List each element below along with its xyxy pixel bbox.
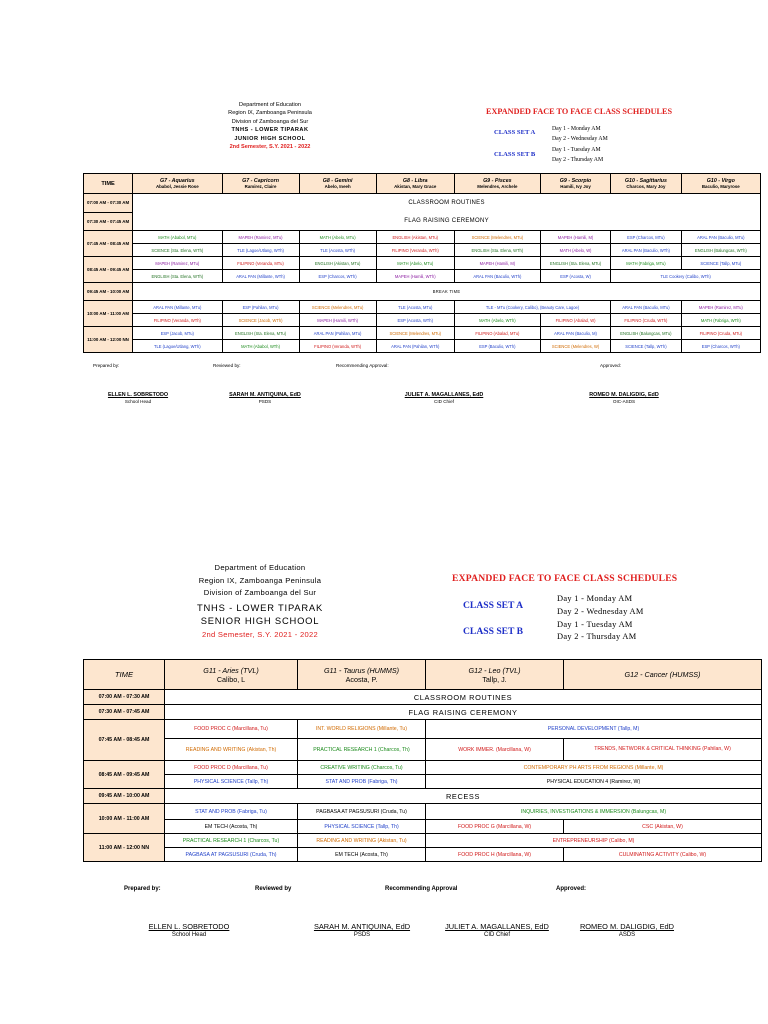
- table-row: [84, 257, 761, 270]
- class-cell: SCIENCE (Melendres, MTu): [299, 301, 376, 314]
- class-cell: PAGBASA AT PAGSUSURI (Cruda, Th): [165, 848, 298, 862]
- region-name: Region IX, Zamboanga Peninsula: [198, 575, 322, 585]
- signatory-role: CID Chief: [434, 399, 454, 404]
- time-header: TIME: [84, 174, 133, 194]
- section-header: [426, 660, 564, 690]
- class-cell: MAPEH (Hamili, M): [540, 231, 610, 244]
- class-set-days: [557, 593, 644, 644]
- routine-cell: [133, 194, 761, 231]
- class-cell: ESP (Acosta, WTh): [376, 314, 454, 327]
- class-cell: PRACTICAL RESEARCH 1 (Charcos, Th): [298, 739, 426, 761]
- class-set-b-label: CLASS SET B: [494, 151, 536, 158]
- time-slot: 07:45 AM - 08:45 AM: [84, 720, 165, 761]
- day1-set-a: Day 1 - Monday AM: [552, 126, 601, 132]
- class-cell: PRACTICAL RESEARCH 1 (Charcos, Tu): [165, 834, 298, 848]
- time-slot: 07:00 AM - 07:30 AM: [84, 690, 165, 705]
- table-row: [84, 270, 761, 283]
- class-cell: ENTREPRENEURSHIP (Calibo, M): [426, 834, 762, 848]
- class-cell: PHYSICAL SCIENCE (Tallp, Th): [165, 775, 298, 789]
- signatory-name: SARAH M. ANTIQUINA, EdD: [229, 392, 301, 398]
- class-cell: MAPEH (Hamili, WTh): [299, 314, 376, 327]
- signatory-name: ROMEO M. DALIGDIG, EdD: [589, 392, 659, 398]
- table-row: [84, 327, 761, 340]
- section-header: [376, 174, 454, 194]
- section-name: G10 - Virgo: [706, 177, 735, 184]
- class-cell: ENGLISH (Akistan, MTu): [299, 257, 376, 270]
- class-cell: FOOD PROC H (Marcillana, W): [426, 848, 564, 862]
- signatory-name: ELLEN L. SOBRETODO: [107, 392, 169, 398]
- signatory-role: PSDS: [353, 932, 371, 938]
- class-cell: STAT AND PROB (Fabriga, Tu): [165, 804, 298, 820]
- table-row: [84, 194, 761, 213]
- class-cell: EM TECH (Acosta, Th): [165, 820, 298, 834]
- day2-set-a: Day 2 - Wednesday AM: [557, 606, 644, 616]
- time-slot: 07:00 AM - 07:30 AM: [84, 194, 133, 213]
- class-cell: ARAL PAN (Millante, WTh): [222, 270, 299, 283]
- class-cell: CULMINATING ACTIVITY (Calibo, W): [564, 848, 762, 862]
- jhs-schedule-table: [83, 173, 761, 353]
- section-adviser: Hamili, Ivy Joy: [560, 183, 591, 189]
- approved-label: Approved:: [600, 363, 621, 368]
- class-cell: PHYSICAL SCIENCE (Tallp, Th): [298, 820, 426, 834]
- shs-header: [160, 562, 360, 643]
- table-row: [84, 820, 762, 834]
- recommending-label: Recommending Approval: [385, 886, 458, 892]
- class-cell: FILIPINO (Abalad, MTu): [454, 327, 540, 340]
- signatory-name: ELLEN L. SOBRETODO: [148, 922, 230, 931]
- section-name: G12 - Cancer (HUMSS): [624, 670, 701, 679]
- region-name: Region IX, Zamboanga Peninsula: [228, 110, 312, 117]
- class-cell: ARAL PAN (Pahilan, MTu): [299, 327, 376, 340]
- section-header: [165, 660, 298, 690]
- section-header: [298, 660, 426, 690]
- table-row: [84, 705, 762, 720]
- signatory-name: SARAH M. ANTIQUINA, EdD: [313, 922, 411, 931]
- day2-set-b: Day 2 - Thursday AM: [557, 632, 637, 642]
- table-row: [84, 301, 761, 314]
- semester: 2nd Semester, S.Y. 2021 - 2022: [229, 144, 311, 151]
- class-cell: CSC (Akistan, W): [564, 820, 762, 834]
- dept-name: Department of Education: [239, 102, 301, 108]
- class-cell: ENGLISH (Sta. Elena, MTu): [222, 327, 299, 340]
- table-row: [84, 789, 762, 804]
- section-adviser: Abelo, Ineeh: [324, 183, 351, 189]
- section-adviser: Charcos, Mary Joy: [626, 183, 666, 189]
- class-cell: TLE Cookery (Calibo, WTh): [611, 270, 761, 283]
- class-cell: SCIENCE (Tallp, MTu): [681, 257, 760, 270]
- class-cell: SCIENCE (Sta. Elena, WTh): [133, 244, 222, 257]
- flag-raising-text: FLAG RAISING CEREMONY: [404, 218, 489, 224]
- time-header: TIME: [84, 660, 165, 690]
- class-cell: FILIPINO (Abalad, W): [540, 314, 610, 327]
- section-name: G11 - Taurus (HUMMS): [323, 665, 400, 675]
- class-cell: MATH (Fabriga, WTh): [681, 314, 760, 327]
- day1-set-b: Day 1 - Tuesday AM: [552, 146, 601, 153]
- section-adviser: Akistan, Mary Grace: [394, 183, 437, 189]
- section-header: [454, 174, 540, 194]
- prepared-by-label: Prepared by:: [124, 886, 161, 892]
- class-cell: ESP (Charcos, MTu): [611, 231, 681, 244]
- school-name: TNHS - LOWER TIPARAK: [231, 127, 309, 134]
- class-cell: MAPEH (Ramirez, MTu): [222, 231, 299, 244]
- class-cell: SCIENCE (Melendres, MTu): [376, 327, 454, 340]
- class-cell: MATH (Abelo, MTu): [299, 231, 376, 244]
- class-cell: TLE (Lagoe/Utlang, WTh): [133, 340, 222, 353]
- section-header: [222, 174, 299, 194]
- class-cell: TLE (Acosta, WTh): [299, 244, 376, 257]
- class-set-a-label: CLASS SET A: [463, 600, 524, 611]
- section-header: [540, 174, 610, 194]
- time-slot: 08:45 AM - 09:45 AM: [84, 257, 133, 283]
- class-cell: FILIPINO (Veranda, MTu): [222, 257, 299, 270]
- break-time-cell: BREAK TIME: [133, 283, 761, 301]
- class-set-b-label: CLASS SET B: [463, 626, 524, 637]
- class-cell: ENGLISH (Balungcas, MTu): [611, 327, 681, 340]
- section-name: G11 - Aries (TVL): [203, 665, 259, 675]
- prepared-by-label: Prepared by:: [93, 363, 120, 368]
- class-cell: ARAL PAN (Baculio, WTh): [454, 270, 540, 283]
- class-cell: ESP (Baculio, WTh): [454, 340, 540, 353]
- flag-raising-cell: FLAG RAISING CEREMONY: [165, 705, 762, 720]
- class-cell: FOOD PROC C (Marcillana, Tu): [165, 720, 298, 739]
- table-row: [84, 231, 761, 244]
- day1-set-a: Day 1 - Monday AM: [557, 594, 633, 603]
- section-name: G9 - Pisces: [483, 177, 512, 184]
- day1-set-b: Day 1 - Tuesday AM: [557, 619, 633, 629]
- class-cell: ARAL PAN (Baculio, MTu): [611, 301, 681, 314]
- class-cell: ESP (Charcos, WTh): [299, 270, 376, 283]
- class-cell: PHYSICAL EDUCATION 4 (Ramirez, W): [426, 775, 762, 789]
- class-cell: PERSONAL DEVELOPMENT (Tallp, M): [426, 720, 762, 739]
- table-row: [84, 775, 762, 789]
- semester: 2nd Semester, S.Y. 2021 - 2022: [201, 629, 319, 639]
- class-cell: MAPEH (Ramirez, MTu): [681, 301, 760, 314]
- reviewed-by-label: Reviewed by:: [213, 363, 241, 368]
- class-cell: FILIPINO (Veranda, WTh): [376, 244, 454, 257]
- table-header-row: [84, 174, 761, 194]
- class-cell: WORK IMMER. (Marcillana, W): [426, 739, 564, 761]
- class-cell: MATH (Ababol, WTh): [222, 340, 299, 353]
- class-cell: FOOD PROC G (Marcillana, W): [426, 820, 564, 834]
- time-slot: 08:45 AM - 09:45 AM: [84, 761, 165, 789]
- time-slot: 07:45 AM - 08:45 AM: [84, 231, 133, 257]
- division-name: Division of Zamboanga del Sur: [231, 118, 309, 125]
- class-cell: CREATIVE WRITING (Charcos, Tu): [298, 761, 426, 775]
- time-slot: 11:00 AM - 12:00 NN: [84, 834, 165, 862]
- class-cell: TLE - MTu (Cookery, Calibo), (Beauty Care, Lagoe): [454, 301, 610, 314]
- class-cell: ARAL PAN (Baculio, M): [540, 327, 610, 340]
- section-name: G9 - Scorpio: [559, 177, 592, 184]
- class-cell: PAGBASA AT PAGSUSURI (Cruda, Tu): [298, 804, 426, 820]
- class-cell: ARAL PAN (Millante, MTu): [133, 301, 222, 314]
- class-cell: SCIENCE (Tallp, WTh): [611, 340, 681, 353]
- time-slot: 07:30 AM - 07:45 AM: [84, 212, 133, 231]
- signatory-role: PSDS: [258, 399, 272, 404]
- signatory-role: OIC-ASDS: [612, 399, 636, 404]
- class-cell: MAPEH (Hamili, WTh): [376, 270, 454, 283]
- dept-name: Department of Education: [214, 563, 306, 572]
- class-cell: MAPEH (Hamili, M): [454, 257, 540, 270]
- school-level: SENIOR HIGH SCHOOL: [200, 614, 320, 626]
- class-cell: ENGLISH (Sta. Elena, WTh): [454, 244, 540, 257]
- class-cell: INT. WORLD RELIGIONS (Millante, Tu): [298, 720, 426, 739]
- section-header: [564, 660, 762, 690]
- time-slot: 07:30 AM - 07:45 AM: [84, 705, 165, 720]
- time-slot: 09:45 AM - 10:00 AM: [84, 789, 165, 804]
- class-cell: FOOD PROC D (Marcillana, Tu): [165, 761, 298, 775]
- class-cell: ESP (Charcos, WTh): [681, 340, 760, 353]
- section-header: [681, 174, 760, 194]
- class-cell: READING AND WRITING (Akistan, Tu): [298, 834, 426, 848]
- signatory-role: CID Chief: [483, 932, 510, 938]
- class-cell: MATH (Fabriga, MTu): [611, 257, 681, 270]
- time-slot: 09:45 AM - 10:00 AM: [84, 283, 133, 301]
- class-cell: FILIPINO (Cruda, MTu): [681, 327, 760, 340]
- signatory-role: School Head: [171, 932, 207, 938]
- table-row: [84, 340, 761, 353]
- class-cell: MATH (Abelo, WTh): [454, 314, 540, 327]
- class-set-a-label: CLASS SET A: [494, 129, 536, 136]
- table-row: [84, 244, 761, 257]
- class-cell: CONTEMPORARY PH ARTS FROM REGIONS (Millante, M): [426, 761, 762, 775]
- school-level: JUNIOR HIGH SCHOOL: [234, 135, 306, 142]
- table-row: [84, 739, 762, 761]
- table-row: [84, 720, 762, 739]
- recess-cell: RECESS: [165, 789, 762, 804]
- section-name: G8 - Libra: [402, 177, 428, 184]
- class-cell: ESP (Pahilan, MTu): [222, 301, 299, 314]
- section-adviser: Baculio, Maryrose: [701, 183, 740, 189]
- class-cell: READING AND WRITING (Akistan, Th): [165, 739, 298, 761]
- class-cell: MATH (Abelo, W): [540, 244, 610, 257]
- section-name: G7 - Aquarius: [160, 177, 195, 184]
- class-cell: ENGLISH (Sta. Elena, MTu): [540, 257, 610, 270]
- table-row: [84, 690, 762, 705]
- time-slot: 11:00 AM - 12:00 NN: [84, 327, 133, 353]
- classroom-routines-text: CLASSROOM ROUTINES: [408, 200, 485, 206]
- class-cell: FILIPINO (Veranda, WTh): [133, 314, 222, 327]
- table-row: [84, 834, 762, 848]
- class-cell: MATH (Abelo, MTu): [376, 257, 454, 270]
- signatory-role: School Head: [124, 399, 152, 404]
- section-name: G10 - Sagittarius: [624, 177, 667, 184]
- classroom-routines-cell: CLASSROOM ROUTINES: [165, 690, 762, 705]
- class-cell: MAPEH (Ramirez, MTu): [133, 257, 222, 270]
- division-name: Division of Zamboanga del Sur: [203, 588, 317, 598]
- shs-schedule-table: [83, 659, 762, 862]
- class-cell: ESP (Jacob, MTu): [133, 327, 222, 340]
- section-name: G12 - Leo (TVL): [468, 665, 521, 675]
- class-cell: ESP (Acosta, W): [540, 270, 610, 283]
- section-adviser: Ababol, Jessie Rose: [155, 183, 199, 189]
- section-header: [299, 174, 376, 194]
- section-adviser: Melendres, Archele: [477, 183, 518, 189]
- class-cell: SCIENCE (Melendres, W): [540, 340, 610, 353]
- signatory-name: JULIET A. MAGALLANES, EdD: [445, 922, 549, 931]
- class-cell: TLE (Lagoe/Utlang, WTh): [222, 244, 299, 257]
- time-slot: 10:00 AM - 11:00 AM: [84, 804, 165, 834]
- reviewed-by-label: Reviewed by: [255, 886, 292, 892]
- signatory-name: JULIET A. MAGALLANES, EdD: [404, 392, 484, 398]
- jhs-schedule-title: EXPANDED FACE TO FACE CLASS SCHEDULES: [486, 107, 672, 116]
- table-row: [84, 761, 762, 775]
- table-row: [84, 804, 762, 820]
- approved-label: Approved:: [556, 886, 586, 892]
- section-header: [133, 174, 222, 194]
- class-cell: SCIENCE (Jacob, WTh): [222, 314, 299, 327]
- class-set-days: [552, 124, 608, 165]
- signatory-role: ASDS: [618, 932, 636, 938]
- class-cell: STAT AND PROB (Fabriga, Th): [298, 775, 426, 789]
- class-cell: FILIPINO (Cruda, WTh): [611, 314, 681, 327]
- class-cell: INQUIRIES, INVESTIGATIONS & IMMERSION (Balungcas, M): [426, 804, 762, 820]
- table-row: [84, 283, 761, 301]
- time-slot: 10:00 AM - 11:00 AM: [84, 301, 133, 327]
- section-header: [611, 174, 681, 194]
- class-cell: FILIPINO (Veranda, WTh): [299, 340, 376, 353]
- table-header-row: [84, 660, 762, 690]
- section-name: G7 - Capricorn: [242, 177, 279, 184]
- table-row: [84, 314, 761, 327]
- class-cell: ENGLISH (Sta. Elena, WTh): [133, 270, 222, 283]
- day2-set-a: Day 2 - Wednesday AM: [552, 136, 608, 143]
- day2-set-b: Day 2 - Thursday AM: [552, 156, 604, 163]
- jhs-header: [180, 101, 360, 151]
- school-name: TNHS - LOWER TIPARAK: [196, 601, 324, 613]
- class-cell: ARAL PAN (Pahilan, WTh): [376, 340, 454, 353]
- class-cell: ENGLISH (Balungcas, WTh): [681, 244, 760, 257]
- section-name: G8 - Gemini: [322, 177, 353, 184]
- class-cell: TRENDS, NETWORK & CRITICAL THINKING (Pahilan, W): [564, 739, 762, 761]
- class-cell: TLE (Acosta, MTu): [376, 301, 454, 314]
- class-cell: MATH (Ababol, MTu): [133, 231, 222, 244]
- section-adviser: Acosta, P.: [345, 674, 378, 684]
- shs-schedule-title: EXPANDED FACE TO FACE CLASS SCHEDULES: [452, 573, 678, 584]
- class-cell: ENGLISH (Akistan, MTu): [376, 231, 454, 244]
- section-adviser: Ramirez, Claire: [244, 183, 277, 189]
- class-cell: SCIENCE (Melendres, MTu): [454, 231, 540, 244]
- class-cell: ARAL PAN (Baculio, MTu): [681, 231, 760, 244]
- section-adviser: Tallp, J.: [482, 674, 507, 684]
- recommending-label: Recommending Approval:: [336, 363, 389, 368]
- class-cell: ARAL PAN (Baculio, WTh): [611, 244, 681, 257]
- class-cell: EM TECH (Acosta, Th): [298, 848, 426, 862]
- signatory-name: ROMEO M. DALIGDIG, EdD: [579, 922, 675, 931]
- section-adviser: Calibo, L: [216, 674, 246, 684]
- table-row: [84, 848, 762, 862]
